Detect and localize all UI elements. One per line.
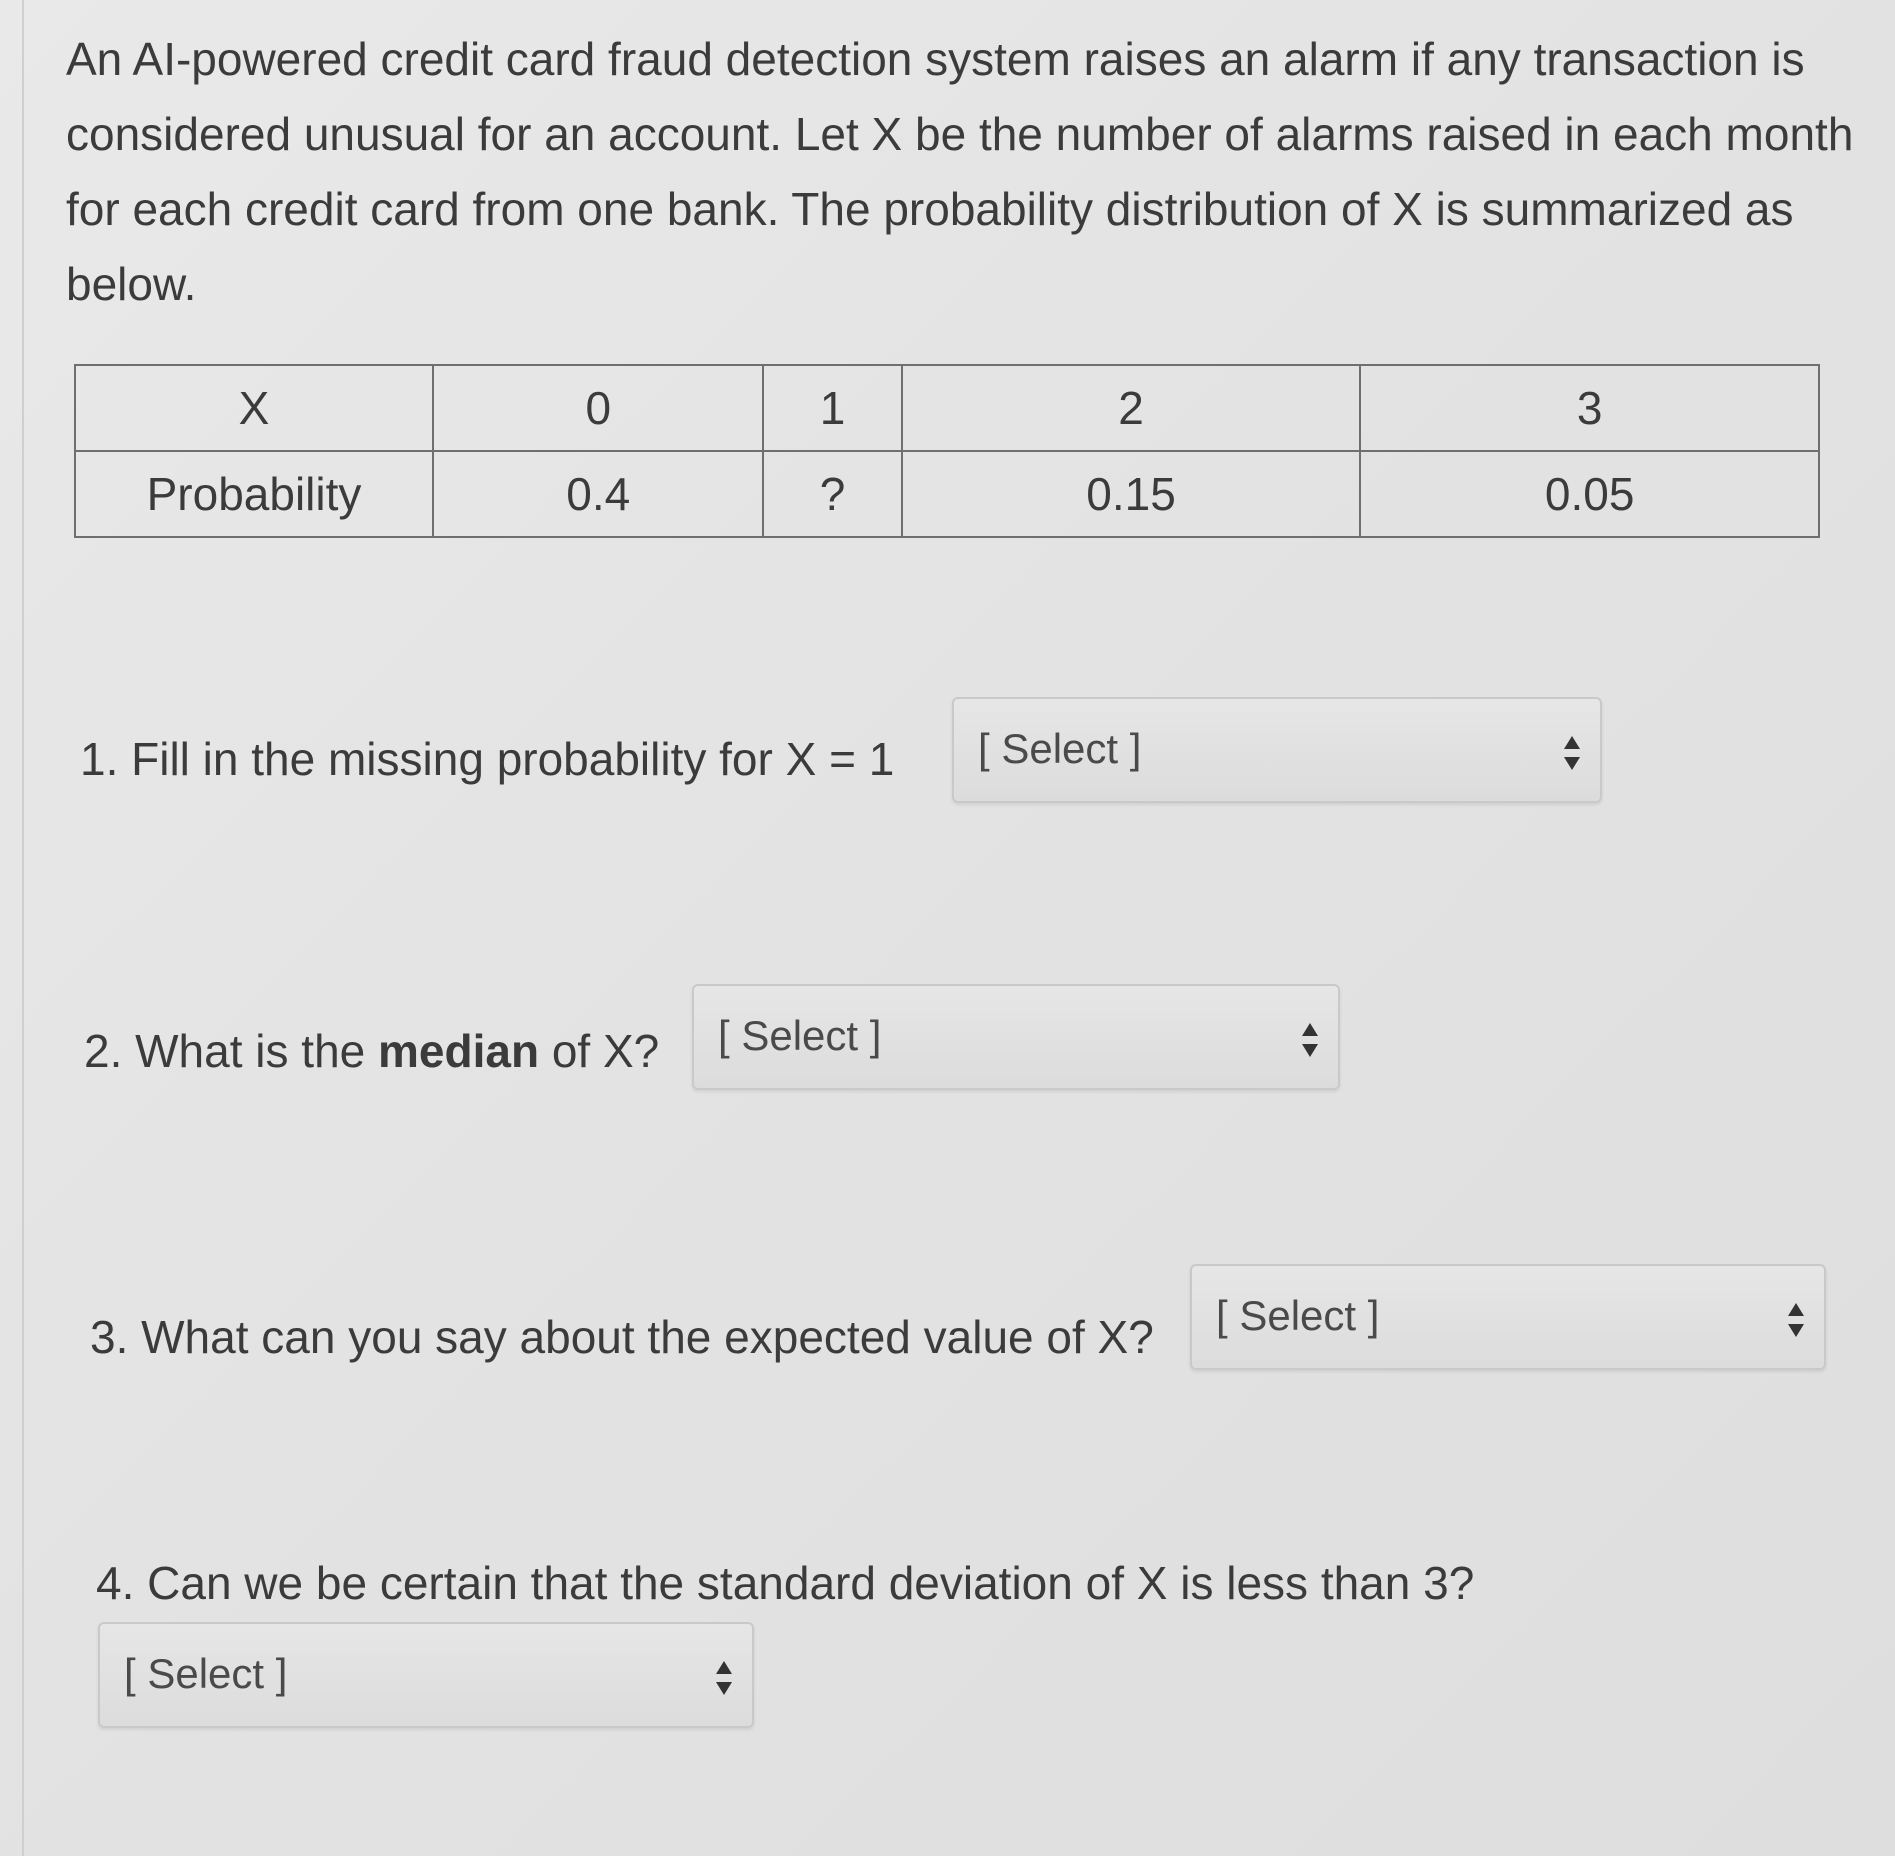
table-header-x: X (75, 365, 433, 451)
table-row-x (75, 365, 1819, 451)
table-cell-x1: 1 (763, 365, 901, 451)
question-1-text: 1. Fill in the missing probability for X = 1 (80, 733, 895, 785)
question-3-select[interactable] (1190, 1264, 1826, 1370)
table-row-probability (75, 451, 1819, 537)
up-down-arrow-icon (1786, 1300, 1806, 1340)
table-cell-x2: 2 (902, 365, 1361, 451)
question-3-text: 3. What can you say about the expected value of X? (90, 1311, 1154, 1363)
question-3-select-label: [ Select ] (1216, 1292, 1380, 1339)
question-2-text (84, 1024, 659, 1078)
question-4-select-label: [ Select ] (124, 1650, 288, 1697)
up-down-arrow-icon (1300, 1020, 1320, 1060)
up-down-arrow-icon (714, 1658, 734, 1698)
table-cell-p0: 0.4 (433, 451, 763, 537)
question-2-select-label: [ Select ] (718, 1012, 882, 1059)
question-1-select-label: [ Select ] (978, 725, 1142, 772)
probability-table (74, 364, 1820, 538)
table-cell-p3: 0.05 (1360, 451, 1819, 537)
question-2-bold: median (378, 1025, 540, 1077)
up-down-arrow-icon (1562, 733, 1582, 773)
question-2-suffix: of X? (539, 1025, 660, 1077)
table-cell-x3: 3 (1360, 365, 1819, 451)
table-cell-p2: 0.15 (902, 451, 1361, 537)
question-2-prefix: 2. What is the (84, 1025, 379, 1077)
question-4-text: 4. Can we be certain that the standard deviation of X is less than 3? (96, 1557, 1475, 1609)
question-2-select[interactable] (692, 984, 1340, 1090)
question-4-select[interactable] (98, 1622, 754, 1728)
question-1-select[interactable] (952, 697, 1602, 803)
page-edge (22, 0, 24, 1856)
intro-paragraph: An AI-powered credit card fraud detection system raises an alarm if any transaction is considered unusual for an account. Let X be the number of alarms raised in each month for each credit card from one bank. The probability distribution of X is summarized as below. (66, 33, 1854, 310)
table-cell-p1: ? (763, 451, 901, 537)
table-cell-x0: 0 (433, 365, 763, 451)
table-header-probability: Probability (75, 451, 433, 537)
